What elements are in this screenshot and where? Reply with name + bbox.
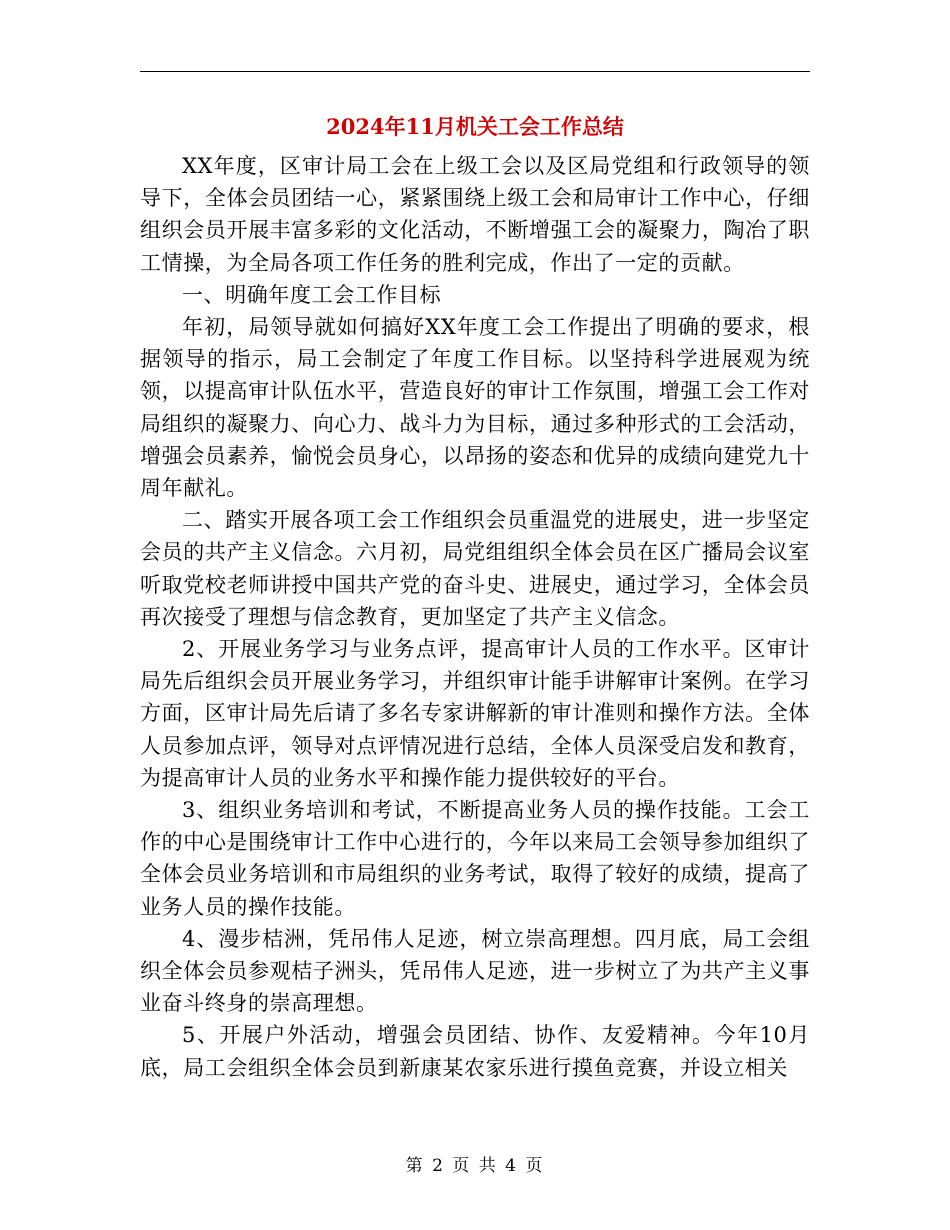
- header-rule: [140, 71, 810, 72]
- section-heading-2-paragraph: 二、踏实开展各项工会工作组织会员重温党的进展史，进一步坚定会员的共产主义信念。六月初，局党组组织全体会员在区广播局会议室听取党校老师讲授中国共产党的奋斗史、进展史，通过学习，全体会员再次接受了理想与信念教育，更加坚定了共产主义信念。: [140, 508, 810, 629]
- document-title: 2024年11月机关工会工作总结: [326, 114, 624, 139]
- paragraph-intro: XX年度，区审计局工会在上级工会以及区局党组和行政领导的领导下，全体会员团结一心，紧紧围绕上级工会和局审计工作中心，仔细组织会员开展丰富多彩的文化活动，不断增强工会的凝聚力，陶冶了职工情操，为全局各项工作任务的胜利完成，作出了一定的贡献。: [140, 154, 810, 275]
- document-body: [140, 150, 810, 1084]
- paragraph-item-2: 2、开展业务学习与业务点评，提高审计人员的工作水平。区审计局先后组织会员开展业务学习，并组织审计能手讲解审计案例。在学习方面，区审计局先后请了多名专家讲解新的审计准则和操作方法。全体人员参加点评，领导对点评情况进行总结，全体人员深受启发和教育，为提高审计人员的业务水平和操作能力提供较好的平台。: [140, 637, 810, 790]
- page-number-footer: 第 2 页 共 4 页: [405, 1156, 545, 1176]
- paragraph-goals: 年初，局领导就如何搞好XX年度工会工作提出了明确的要求，根据领导的指示，局工会制定了年度工作目标。以坚持科学进展观为统领，以提高审计队伍水平，营造良好的审计工作氛围，增强工会工作对局组织的凝聚力、向心力、战斗力为目标，通过多种形式的工会活动，增强会员素养，愉悦会员身心，以昂扬的姿态和优异的成绩向建党九十周年献礼。: [140, 315, 810, 501]
- section-heading-1: 一、明确年度工会工作目标: [182, 282, 442, 307]
- paragraph-item-5: 5、开展户外活动，增强会员团结、协作、友爱精神。今年10月底，局工会组织全体会员到新康某农家乐进行摸鱼竞赛，并设立相关: [140, 1023, 810, 1080]
- paragraph-item-4: 4、漫步桔洲，凭吊伟人足迹，树立崇高理想。四月底，局工会组织全体会员参观桔子洲头，凭吊伟人足迹，进一步树立了为共产主义事业奋斗终身的崇高理想。: [140, 926, 810, 1016]
- paragraph-item-3: 3、组织业务培训和考试，不断提高业务人员的操作技能。工会工作的中心是围绕审计工作中心进行的，今年以来局工会领导参加组织了全体会员业务培训和市局组织的业务考试，取得了较好的成绩，提高了业务人员的操作技能。: [140, 798, 810, 919]
